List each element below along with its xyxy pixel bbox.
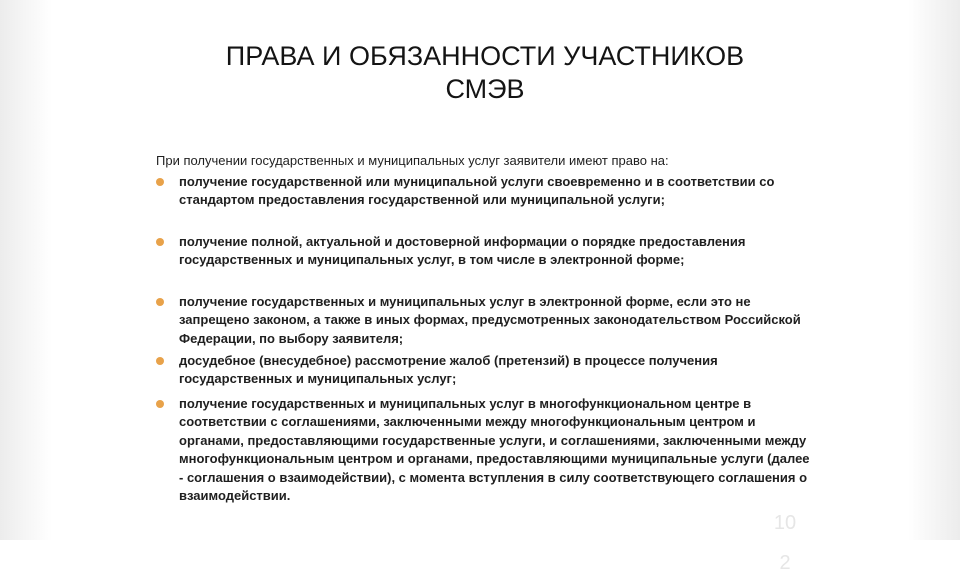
list-item-text: получение государственных и муниципальных услуг в электронной форме, если это не запрещено законом, а также в иных формах, предусмотренных законодательством Российской Федерации, по выбору заявителя;: [179, 294, 801, 346]
intro-text: При получении государственных и муниципальных услуг заявители имеют право на:: [156, 153, 669, 168]
page-number: 102: [773, 512, 797, 574]
bullet-dot-icon: [156, 357, 164, 365]
list-item: [156, 395, 816, 505]
bullet-dot-icon: [156, 298, 164, 306]
bullet-dot-icon: [156, 178, 164, 186]
list-item-text: досудебное (внесудебное) рассмотрение жалоб (претензий) в процессе получения государственных и муниципальных услуг;: [179, 353, 718, 387]
slide-title: [150, 40, 820, 106]
list-item-text: получение государственных и муниципальных услуг в многофункциональном центре в соответствии с соглашениями, заключенными между многофункциональным центром и органами, предоставляющими государственные услуги, и соглашениями, заключенными между многофункциональным центром и органами, предоставляющими муниципальные услуги (далее - соглашения о взаимодействии), с момента вступления в силу соответствующего соглашения о взаимодействии.: [179, 396, 810, 504]
bullet-dot-icon: [156, 400, 164, 408]
list-item-text: получение полной, актуальной и достоверной информации о порядке предоставления государственных и муниципальных услуг, в том числе в электронной форме;: [179, 234, 746, 268]
bullet-dot-icon: [156, 238, 164, 246]
list-item: [156, 352, 816, 389]
list-item-text: получение государственной или муниципальной услуги своевременно и в соответствии со стандартом предоставления государственной или муниципальной услуги;: [179, 174, 775, 208]
list-item: [156, 173, 816, 210]
slide-title-line-1: ПРАВА И ОБЯЗАННОСТИ УЧАСТНИКОВ: [225, 41, 745, 71]
list-item: [156, 293, 816, 348]
slide-title-line-2: СМЭВ: [445, 74, 525, 104]
list-item: [156, 233, 816, 270]
